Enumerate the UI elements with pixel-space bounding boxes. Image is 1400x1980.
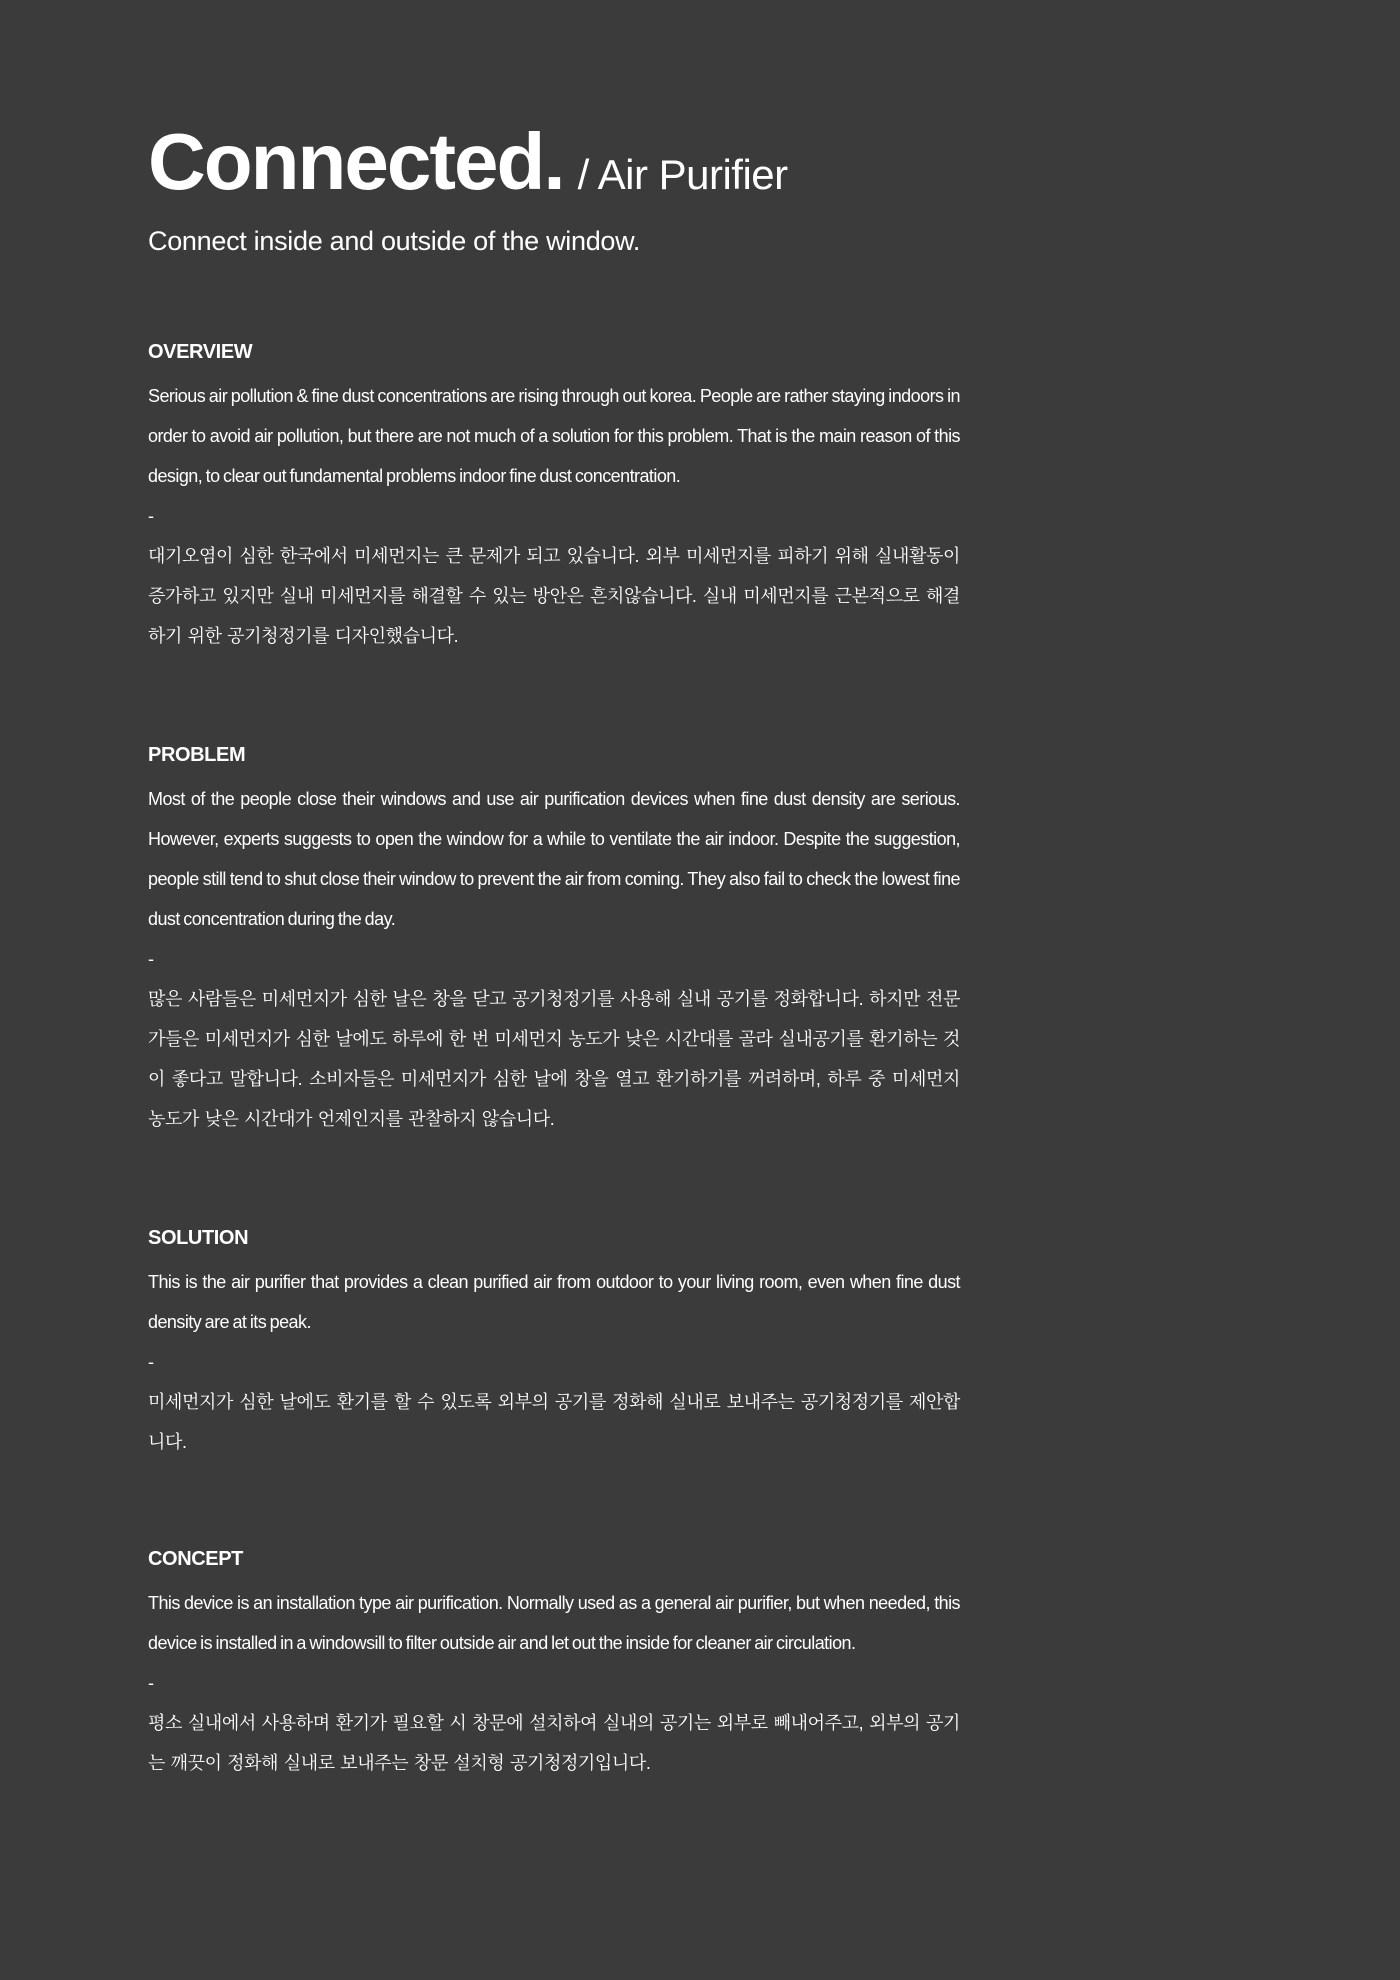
solution-section: [148, 1226, 960, 1462]
section-english-text: This is the air purifier that provides a clean purified air from outdoor to your living room, even when fine dust density are at its peak.: [148, 1272, 960, 1332]
section-heading: SOLUTION: [148, 1227, 249, 1249]
header: [148, 117, 1248, 257]
overview-section: [148, 340, 960, 656]
title-row: [148, 117, 1248, 206]
section-divider: -: [148, 1673, 154, 1693]
section-english-text: This device is an installation type air purification. Normally used as a general air purifier, but when needed, this device is installed in a windowsill to filter outside air and let out the inside for cleaner air circulation.: [148, 1593, 960, 1653]
section-english-text: Most of the people close their windows and use air purification devices when fine dust density are serious. However, experts suggests to open the window for a while to ventilate the air indoor. Despite the suggestion, people still tend to shut close their window to prevent the air from coming. They also fail to check the lowest fine dust concentration during the day.: [148, 789, 960, 929]
section-korean-text: 대기오염이 심한 한국에서 미세먼지는 큰 문제가 되고 있습니다. 외부 미세먼지를 피하기 위해 실내활동이 증가하고 있지만 실내 미세먼지를 해결할 수 있는 방안은 흔치않습니다. 실내 미세먼지를 근본적으로 해결하기 위한 공기청정기를 디자인했습니다.: [148, 546, 960, 646]
section-heading: CONCEPT: [148, 1548, 243, 1570]
section-korean-text: 많은 사람들은 미세먼지가 심한 날은 창을 닫고 공기청정기를 사용해 실내 공기를 정화합니다. 하지만 전문가들은 미세먼지가 심한 날에도 하루에 한 번 미세먼지 농도가 낮은 시간대를 골라 실내공기를 환기하는 것이 좋다고 말합니다. 소비자들은 미세먼지가 심한 날에 창을 열고 환기하기를 꺼려하며, 하루 중 미세먼지 농도가 낮은 시간대가 언제인지를 관찰하지 않습니다.: [148, 989, 960, 1129]
section-heading: OVERVIEW: [148, 341, 253, 363]
page-title: Connected.: [148, 117, 564, 206]
section-divider: -: [148, 506, 154, 526]
section-english-text: Serious air pollution & fine dust concentrations are rising through out korea. People are rather staying indoors in order to avoid air pollution, but there are not much of a solution for this problem. That is the main reason of this design, to clear out fundamental problems indoor fine dust concentration.: [148, 386, 960, 486]
section-korean-text: 평소 실내에서 사용하며 환기가 필요할 시 창문에 설치하여 실내의 공기는 외부로 빼내어주고, 외부의 공기는 깨끗이 정화해 실내로 보내주는 창문 설치형 공기청정기입니다.: [148, 1713, 960, 1773]
page-subtitle: / Air Purifier: [577, 151, 788, 198]
section-divider: -: [148, 1352, 154, 1372]
problem-section: [148, 743, 960, 1139]
concept-section: [148, 1547, 960, 1783]
tagline: Connect inside and outside of the window.: [148, 226, 641, 256]
section-korean-text: 미세먼지가 심한 날에도 환기를 할 수 있도록 외부의 공기를 정화해 실내로 보내주는 공기청정기를 제안합니다.: [148, 1392, 960, 1452]
section-heading: PROBLEM: [148, 744, 246, 766]
section-divider: -: [148, 949, 154, 969]
